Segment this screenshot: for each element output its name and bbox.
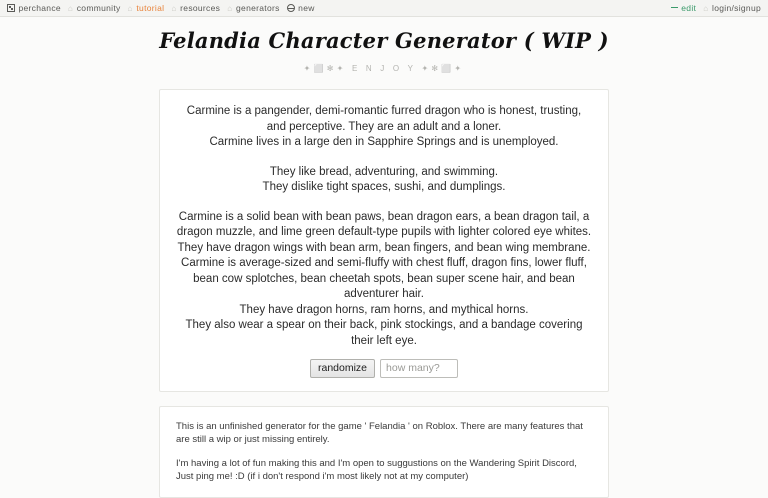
nav-separator: ⌂ <box>127 3 133 13</box>
output-paragraph: Carmine is a solid bean with bean paws, bean dragon ears, a bean dragon tail, a dragon muzzle, and lime green default-type pupils with lighter colored eye whites. They have dragon wings with bean arm, bean fingers, and bean wing membrane. Carmine is average-sized and semi-fluffy with chest fluff, dragon fins, lower fluff, bean cow splotches, bean cheetah spots, bean super scene hair, and bean adventurer hair. They have dragon horns, ram horns, and mythical horns. They also wear a spear on their back, pink stockings, and a bandage covering their left eye. <box>176 210 592 347</box>
page-content <box>0 17 768 498</box>
pencil-icon <box>671 7 678 8</box>
nav-item-label: new <box>298 3 315 13</box>
nav-item-label: perchance <box>18 3 61 13</box>
nav-item-tutorial[interactable] <box>136 3 164 13</box>
nav-item-edit[interactable] <box>671 3 696 13</box>
nav-separator: ⌂ <box>171 3 177 13</box>
info-paragraph-about: This is an unfinished generator for the game ' Felandia ' on Roblox. There are many features that are still a wip or just missing entirely. <box>176 421 583 445</box>
nav-item-resources[interactable] <box>180 3 220 13</box>
nav-right-group <box>671 3 761 13</box>
output-paragraph: Carmine is a pangender, demi-romantic furred dragon who is honest, trusting, and perceptive. They are an adult and a loner. Carmine lives in a large den in Sapphire Springs and is unemployed. <box>186 105 582 148</box>
generator-output-panel <box>159 89 609 392</box>
nav-separator: ⌂ <box>227 3 233 13</box>
qr-code-icon <box>7 4 15 12</box>
nav-item-generators[interactable] <box>236 3 280 13</box>
generator-controls <box>176 359 592 381</box>
nav-left-group <box>7 3 322 13</box>
nav-item-new[interactable] <box>287 3 315 13</box>
top-navigation-bar <box>0 0 768 17</box>
generator-info-panel <box>159 406 609 498</box>
nav-item-community[interactable] <box>77 3 121 13</box>
nav-item-label: tutorial <box>136 3 165 13</box>
how-many-input[interactable] <box>380 359 458 378</box>
nav-item-perchance[interactable] <box>7 3 61 13</box>
info-paragraph-contact: I'm having a lot of fun making this and I'm open to suggustions on the Wandering Spirit Discord, Just ping me! :D (if i don't respond i'm most likely not at my computer) <box>176 458 577 482</box>
globe-icon <box>287 4 295 12</box>
nav-item-label: community <box>76 3 121 13</box>
decorative-subtitle: ✦⬜✻✦ E N J O Y ✦✻⬜✦ <box>303 64 465 73</box>
nav-item-login-signup[interactable] <box>712 3 761 13</box>
nav-separator: ⌂ <box>703 3 709 13</box>
page-title: Felandia Character Generator ( WIP ) <box>159 28 609 53</box>
output-paragraph: They like bread, adventuring, and swimming. They dislike tight spaces, sushi, and dumplings. <box>262 165 506 193</box>
randomize-button[interactable]: randomize <box>310 359 375 378</box>
nav-separator: ⌂ <box>67 3 73 13</box>
nav-item-label: generators <box>236 3 280 13</box>
nav-item-label: resources <box>180 3 221 13</box>
nav-item-label: login/signup <box>712 3 761 13</box>
nav-item-label: edit <box>681 3 697 13</box>
